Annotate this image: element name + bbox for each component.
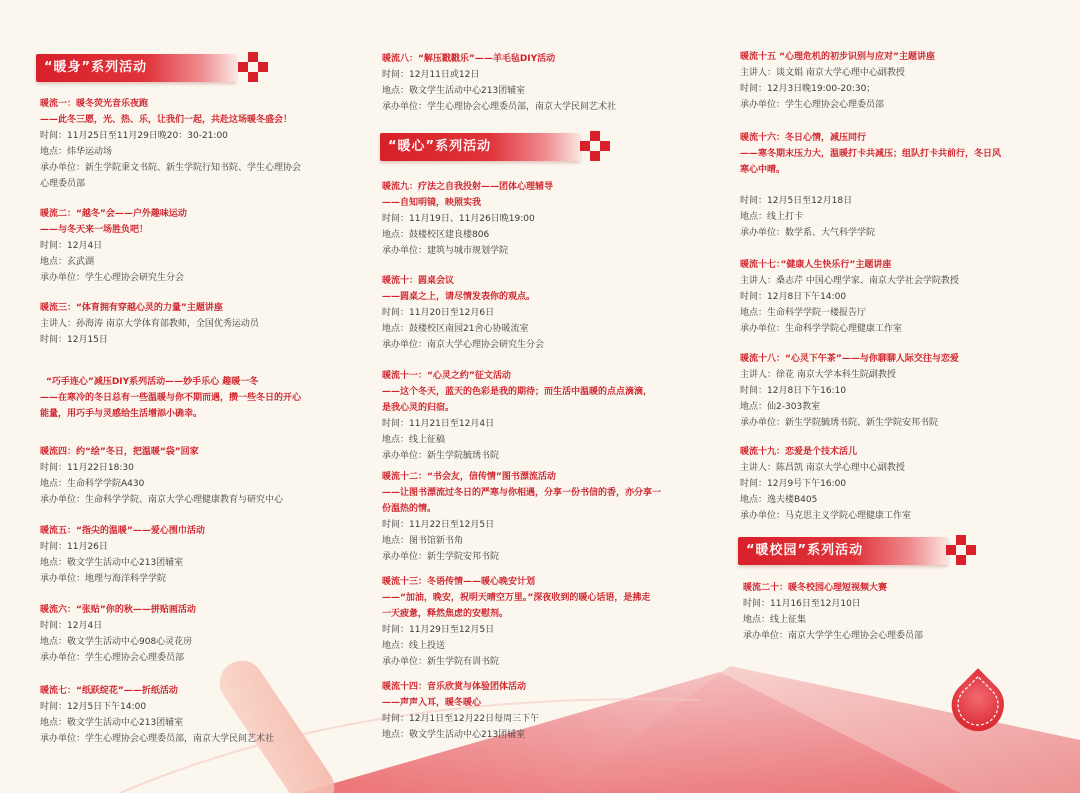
event-place: 地点：仙2-303教室 xyxy=(740,402,821,412)
event-place: 地点：线上打卡 xyxy=(740,212,804,222)
event-organizer: 承办单位：南京大学心理协会研究生分会 xyxy=(382,340,545,350)
event-time: 时间：12月1日至12月22日每周三下午 xyxy=(382,714,540,724)
event-15 xyxy=(740,49,1050,113)
event-title: 暖流十：圆桌会议 xyxy=(382,276,455,286)
event-time: 时间：12月9号下午16:00 xyxy=(740,479,847,489)
event-place: 地点：敬文学生活动中心213团辅室 xyxy=(40,718,184,728)
event-subtitle-cont: 份温热的情。 xyxy=(382,504,437,514)
event-13 xyxy=(382,574,702,670)
event-organizer: 承办单位：学生心理协会心理委员部 xyxy=(40,653,185,663)
checker-decoration xyxy=(238,52,268,82)
event-organizer: 承办单位：新生学院毓琇书院、新生学院安邦书院 xyxy=(740,418,939,428)
event-organizer: 承办单位：数学系、大气科学学院 xyxy=(740,228,876,238)
diy-series xyxy=(40,374,340,422)
section-banner-warm-body xyxy=(36,54,236,82)
event-place: 地点：鼓楼校区南园21舍心协暖流室 xyxy=(382,324,529,334)
event-subtitle: ——圆桌之上，请尽情发表你的观点。 xyxy=(382,292,536,302)
event-time: 时间：12月11日或12日 xyxy=(382,70,480,80)
event-16 xyxy=(740,130,1050,178)
event-subtitle: ——让图书漂流过冬日的严寒与你相遇，分享一份书信的香，亦分享一 xyxy=(382,488,662,498)
event-time: 时间：12月8日下午16:10 xyxy=(740,386,847,396)
event-organizer: 承办单位：学生心理协会研究生分会 xyxy=(40,273,185,283)
event-organizer: 承办单位：南京大学学生心理协会心理委员部 xyxy=(743,631,924,641)
event-14 xyxy=(382,679,702,743)
event-place: 地点：玄武湖 xyxy=(40,257,95,267)
event-place: 地点：线上征稿 xyxy=(382,435,446,445)
event-subtitle: ——声声入耳，暖冬暖心 xyxy=(382,698,482,708)
event-subtitle: ——这个冬天，蓝天的色彩是我的期待；而生活中温暖的点点滴滴， xyxy=(382,387,653,397)
event-organizer: 承办单位：学生心理协会心理委员部 xyxy=(740,100,885,110)
series-subtitle-cont: 能量，用巧手与灵感给生活增添小确幸。 xyxy=(40,409,203,419)
event-place: 地点：图书馆新书角 xyxy=(382,536,464,546)
event-organizer: 承办单位：马克思主义学院心理健康工作室 xyxy=(740,511,912,521)
event-place: 地点：鼓楼校区建良楼806 xyxy=(382,230,490,240)
event-12 xyxy=(382,469,702,565)
event-time: 时间：11月26日 xyxy=(40,542,108,552)
event-organizer: 承办单位：学生心理协会心理委员部，南京大学民间艺术社 xyxy=(40,734,275,744)
event-time: 时间：12月3日晚19:00-20:30； xyxy=(740,84,876,94)
event-subtitle: ——此冬三愿，光、热、乐，让我们一起，共赴这场暖冬盛会！ xyxy=(40,115,293,125)
event-speaker: 主讲人：陈昌凯 南京大学心理中心副教授 xyxy=(740,463,905,473)
event-time: 时间：11月25日至11月29日晚20：30-21:00 xyxy=(40,131,228,141)
event-speaker: 主讲人：桑志芹 中国心理学家、南京大学社会学院教授 xyxy=(740,276,959,286)
event-subtitle-cont: 是我心灵的归宿。 xyxy=(382,403,455,413)
event-speaker: 主讲人：孙海涛 南京大学体育部教师，全国优秀运动员 xyxy=(40,319,259,329)
event-18 xyxy=(740,351,1050,431)
event-subtitle: ——“加油，晚安，祝明天晴空万里。”深夜收到的暖心话语，是拂走 xyxy=(382,593,651,603)
event-organizer: 承办单位：新生学院毓琇书院 xyxy=(382,451,500,461)
event-time: 时间：12月15日 xyxy=(40,335,108,345)
event-11 xyxy=(382,368,702,464)
event-2 xyxy=(40,206,340,286)
event-place: 地点：生命科学学院A430 xyxy=(40,479,145,489)
event-9 xyxy=(382,179,702,259)
event-speaker: 主讲人：谈文娟 南京大学心理中心副教授 xyxy=(740,68,905,78)
event-1 xyxy=(40,96,340,192)
event-title: 暖流三：“体育拥有穿越心灵的力量”主题讲座 xyxy=(40,303,223,313)
event-title: 暖流五：“指尖的温暖”——爱心围巾活动 xyxy=(40,526,205,536)
event-time: 时间：11月29日至12月5日 xyxy=(382,625,495,635)
event-subtitle-cont: 寒心中晴。 xyxy=(740,165,786,175)
event-title: 暖流十八：“心灵下午茶”——与你聊聊人际交往与恋爱 xyxy=(740,354,959,364)
event-place: 地点：敬文学生活动中心213团辅室 xyxy=(382,730,526,740)
event-17 xyxy=(740,257,1050,337)
event-speaker: 主讲人：徐花 南京大学本科生院副教授 xyxy=(740,370,896,380)
banner-title: “暖校园”系列活动 xyxy=(746,543,864,558)
event-4 xyxy=(40,444,340,508)
event-10 xyxy=(382,273,702,353)
event-organizer: 承办单位：生命科学学院、南京大学心理健康教育与研究中心 xyxy=(40,495,284,505)
event-organizer: 承办单位：新生学院安邦书院 xyxy=(382,552,500,562)
event-title: 暖流十一：“心灵之约”征文活动 xyxy=(382,371,511,381)
event-3 xyxy=(40,300,340,348)
checker-decoration xyxy=(580,131,610,161)
event-title: 暖流十九：恋爱是个技术活儿 xyxy=(740,447,858,457)
event-place: 地点：敬文学生活动中心213团辅室 xyxy=(382,86,526,96)
event-subtitle-cont: 一天疲惫，释然焦虑的安慰剂。 xyxy=(382,609,509,619)
event-time: 时间：12月4日 xyxy=(40,621,103,631)
event-title: 暖流一：暖冬荧光音乐夜跑 xyxy=(40,99,149,109)
event-title: 暖流四：约“绘”冬日，把温暖“袋”回家 xyxy=(40,447,199,457)
event-time: 时间：12月4日 xyxy=(40,241,103,251)
event-7 xyxy=(40,683,340,747)
banner-title: “暖心”系列活动 xyxy=(388,139,492,154)
event-organizer: 承办单位：建筑与城市规划学院 xyxy=(382,246,509,256)
event-title: 暖流十五 “心理危机的初步识别与应对”主题讲座 xyxy=(740,52,935,62)
event-16-details xyxy=(740,193,1050,241)
event-title: 暖流七：“纸跃绽花”——折纸活动 xyxy=(40,686,178,696)
event-6 xyxy=(40,602,340,666)
event-5 xyxy=(40,523,340,587)
event-title: 暖流二十：暖冬校园心理短视频大赛 xyxy=(743,583,888,593)
event-title: 暖流十二：“书会友，信传情”图书漂流活动 xyxy=(382,472,556,482)
event-place: 地点：生命科学学院一楼报告厅 xyxy=(740,308,867,318)
event-place: 地点：炜华运动场 xyxy=(40,147,113,157)
event-organizer: 承办单位：新生学院有训书院 xyxy=(382,657,500,667)
event-title: 暖流九：疗法之自我投射——团体心理辅导 xyxy=(382,182,554,192)
event-time: 时间：12月5日下午14:00 xyxy=(40,702,147,712)
event-organizer: 承办单位：生命科学学院心理健康工作室 xyxy=(740,324,903,334)
event-time: 时间：11月22日18:30 xyxy=(40,463,134,473)
event-place: 地点：线上投送 xyxy=(382,641,446,651)
series-subtitle: ——在寒冷的冬日总有一些温暖与你不期而遇，攒一些冬日的开心 xyxy=(40,393,302,403)
event-time: 时间：11月16日至12月10日 xyxy=(743,599,861,609)
event-19 xyxy=(740,444,1050,524)
event-subtitle: ——自知明镜，映照实我 xyxy=(382,198,482,208)
event-title: 暖流八：“解压戳戳乐”——羊毛毡DIY活动 xyxy=(382,54,556,64)
event-subtitle: ——与冬天来一场胜负吧！ xyxy=(40,225,149,235)
event-time: 时间：11月21日至12月4日 xyxy=(382,419,495,429)
checker-decoration xyxy=(946,535,976,565)
event-organizer-cont: 心理委员部 xyxy=(40,179,86,189)
event-title: 暖流十四：音乐欣赏与体验团体活动 xyxy=(382,682,527,692)
event-place: 地点：敬文学生活动中心213团辅室 xyxy=(40,558,184,568)
event-20 xyxy=(743,580,1053,644)
event-place: 地点：敬文学生活动中心908心灵花房 xyxy=(40,637,193,647)
event-time: 时间：12月8日下午14:00 xyxy=(740,292,847,302)
event-organizer: 承办单位：学生心理协会心理委员部，南京大学民间艺术社 xyxy=(382,102,617,112)
event-time: 时间：12月5日至12月18日 xyxy=(740,196,853,206)
section-banner-warm-heart xyxy=(380,133,580,161)
series-title: “巧手连心”减压DIY系列活动——妙手乐心 趣暖一冬 xyxy=(46,377,259,387)
event-title: 暖流六：“张贴”你的秋——拼贴画活动 xyxy=(40,605,196,615)
event-title: 暖流十六：冬日心情，减压同行 xyxy=(740,133,867,143)
event-time: 时间：11月22日至12月5日 xyxy=(382,520,495,530)
event-organizer: 承办单位：新生学院秉文书院、新生学院行知书院、学生心理协会 xyxy=(40,163,302,173)
event-place: 地点：逸夫楼B405 xyxy=(740,495,818,505)
section-banner-warm-campus xyxy=(738,537,948,565)
event-8 xyxy=(382,51,702,115)
banner-title: “暖身”系列活动 xyxy=(44,60,148,75)
event-organizer: 承办单位：地理与海洋科学学院 xyxy=(40,574,167,584)
event-title: 暖流十七：”健康人生快乐行”主题讲座 xyxy=(740,260,892,270)
event-place: 地点：线上征集 xyxy=(743,615,807,625)
event-time: 时间：11月19日、11月26日晚19:00 xyxy=(382,214,535,224)
event-subtitle: ——寒冬期末压力大，温暖打卡共减压；组队打卡共前行，冬日风 xyxy=(740,149,1002,159)
event-time: 时间：11月20日至12月6日 xyxy=(382,308,495,318)
event-title: 暖流二：“越冬”会——户外趣味运动 xyxy=(40,209,187,219)
event-title: 暖流十三：冬语传情——暖心晚安计划 xyxy=(382,577,536,587)
